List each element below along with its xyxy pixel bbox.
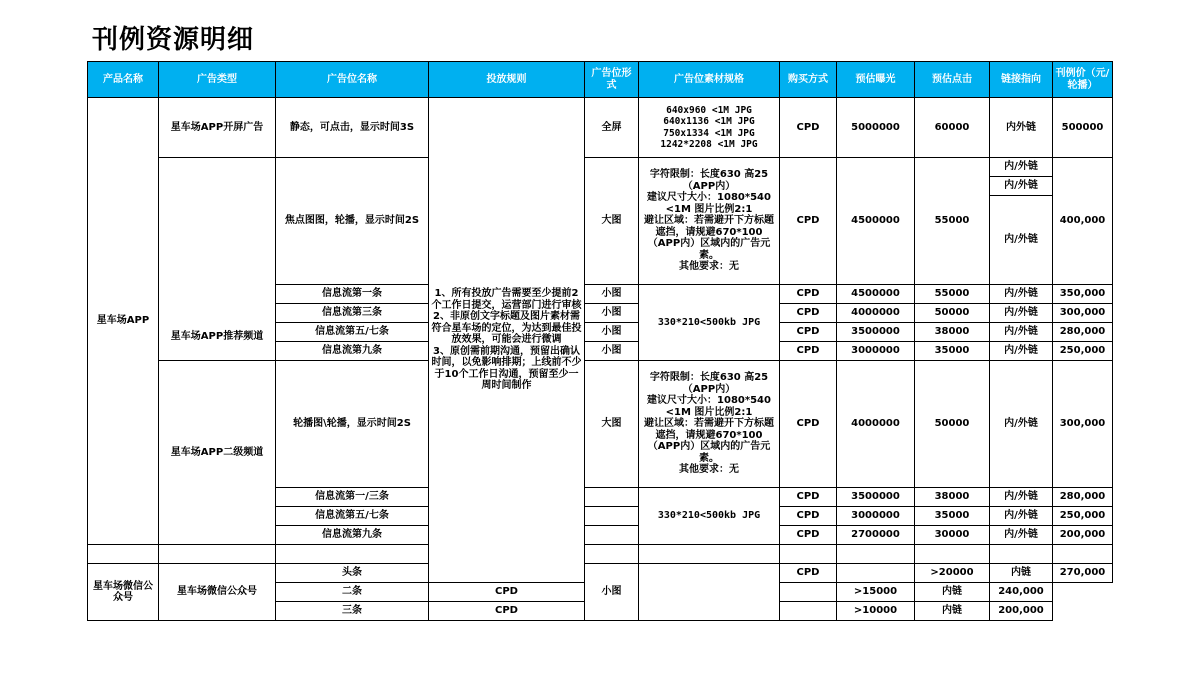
link-cell: 内/外链 — [990, 304, 1053, 323]
ad-type-cell: 星车场APP推荐频道 — [159, 158, 276, 361]
material-spec-cell: 字符限制：长度630 高25（APP内） 建议尺寸大小：1080*540 <1M 图片比例2:1 避让区域：若需避开下方标题遮挡，请规避670*100（APP内）区域内的广告元素。 其他要求：无 — [639, 361, 780, 488]
table-row — [88, 361, 1113, 488]
clicks-cell: >20000 — [915, 564, 990, 583]
buy-method-cell: CPD — [780, 488, 837, 507]
buy-method-cell: CPD — [780, 304, 837, 323]
ad-slot-name: 轮播图\轮播，显示时间2S — [276, 361, 429, 488]
ad-form-cell — [585, 488, 639, 507]
price-cell: 300,000 — [1053, 361, 1113, 488]
buy-method-cell: CPD — [429, 602, 585, 621]
price-cell: 240,000 — [990, 583, 1053, 602]
column-header: 投放规则 — [429, 62, 585, 98]
buy-method-cell: CPD — [780, 526, 837, 545]
clicks-cell: 55000 — [915, 285, 990, 304]
product-cell: 星车场微信公众号 — [88, 564, 159, 621]
clicks-cell: >15000 — [837, 583, 915, 602]
material-spec-cell: 330*210<500kb JPG — [639, 285, 780, 361]
ad-type-cell: 星车场APP开屏广告 — [159, 98, 276, 158]
empty-cell — [88, 545, 159, 564]
clicks-cell: 50000 — [915, 304, 990, 323]
buy-method-cell: CPD — [780, 361, 837, 488]
exposure-cell: 3500000 — [837, 488, 915, 507]
ad-type-cell: 星车场APP二级频道 — [159, 361, 276, 545]
buy-method-cell: CPD — [429, 583, 585, 602]
link-cell: 内/外链 — [990, 323, 1053, 342]
link-cell: 内/外链 — [990, 507, 1053, 526]
price-cell: 500000 — [1053, 98, 1113, 158]
clicks-cell: >10000 — [837, 602, 915, 621]
exposure-cell: 4500000 — [837, 158, 915, 285]
price-cell: 350,000 — [1053, 285, 1113, 304]
column-header: 广告类型 — [159, 62, 276, 98]
page-title: 刊例资源明细 — [92, 25, 255, 55]
material-spec-cell — [639, 564, 780, 621]
buy-method-cell: CPD — [780, 158, 837, 285]
exposure-cell: 3000000 — [837, 342, 915, 361]
empty-cell — [915, 545, 990, 564]
material-spec-cell: 640x960 <1M JPG 640x1136 <1M JPG 750x1334 <1M JPG 1242*2208 <1M JPG — [639, 98, 780, 158]
exposure-cell: 4500000 — [837, 285, 915, 304]
exposure-cell — [780, 602, 837, 621]
rate-card-table — [87, 61, 1113, 621]
ad-slot-name: 静态，可点击，显示时间3S — [276, 98, 429, 158]
empty-cell — [990, 545, 1053, 564]
empty-cell — [585, 545, 639, 564]
ad-form-cell: 小图 — [585, 564, 639, 621]
table-row — [88, 545, 1113, 564]
ad-slot-name: 信息流第五/七条 — [276, 507, 429, 526]
exposure-cell: 4000000 — [837, 304, 915, 323]
ad-slot-name: 信息流第一条 — [276, 285, 429, 304]
exposure-cell: 4000000 — [837, 361, 915, 488]
link-cell: 内/外链 — [990, 361, 1053, 488]
ad-form-cell: 小图 — [585, 342, 639, 361]
placement-rules: 1、所有投放广告需要至少提前2个工作日提交，运营部门进行审核 2、非原创文字标题及图片素材需符合星车场的定位，为达到最佳投放效果，可能会进行微调 3、原创需前期沟通，预留出确认时间，以免影响排期；上线前不少于10个工作日沟通，预留至少一周时间制作 — [429, 98, 585, 583]
empty-cell — [780, 545, 837, 564]
product-cell: 星车场APP — [88, 98, 159, 545]
exposure-cell: 5000000 — [837, 98, 915, 158]
empty-cell — [837, 545, 915, 564]
empty-cell — [1053, 545, 1113, 564]
ad-slot-name: 焦点图图，轮播，显示时间2S — [276, 158, 429, 285]
table-row — [88, 158, 1113, 177]
table-row — [88, 98, 1113, 158]
empty-cell — [159, 545, 276, 564]
exposure-cell: 2700000 — [837, 526, 915, 545]
clicks-cell: 30000 — [915, 526, 990, 545]
clicks-cell: 60000 — [915, 98, 990, 158]
link-cell: 内链 — [915, 583, 990, 602]
ad-form-cell: 小图 — [585, 304, 639, 323]
link-cell: 内/外链 — [990, 488, 1053, 507]
price-cell: 280,000 — [1053, 488, 1113, 507]
exposure-cell — [837, 564, 915, 583]
ad-slot-name: 信息流第九条 — [276, 342, 429, 361]
price-cell: 400,000 — [1053, 158, 1113, 285]
buy-method-cell: CPD — [780, 507, 837, 526]
header-row — [88, 62, 1113, 98]
exposure-cell: 3000000 — [837, 507, 915, 526]
price-cell: 280,000 — [1053, 323, 1113, 342]
clicks-cell: 38000 — [915, 323, 990, 342]
ad-slot-name: 二条 — [276, 583, 429, 602]
ad-form-cell — [585, 526, 639, 545]
clicks-cell: 35000 — [915, 507, 990, 526]
ad-slot-name: 信息流第五/七条 — [276, 323, 429, 342]
clicks-cell: 55000 — [915, 158, 990, 285]
ad-form-cell: 大图 — [585, 158, 639, 285]
price-cell: 300,000 — [1053, 304, 1113, 323]
ad-form-cell: 全屏 — [585, 98, 639, 158]
price-cell: 200,000 — [1053, 526, 1113, 545]
clicks-cell: 38000 — [915, 488, 990, 507]
ad-slot-name: 信息流第一/三条 — [276, 488, 429, 507]
buy-method-cell: CPD — [780, 323, 837, 342]
link-cell: 内链 — [990, 564, 1053, 583]
buy-method-cell: CPD — [780, 564, 837, 583]
link-cell: 内/外链 — [990, 196, 1053, 285]
column-header: 购买方式 — [780, 62, 837, 98]
column-header: 广告位素材规格 — [639, 62, 780, 98]
buy-method-cell: CPD — [780, 342, 837, 361]
link-cell: 内/外链 — [990, 285, 1053, 304]
column-header: 链接指向 — [990, 62, 1053, 98]
column-header: 刊例价（元/轮播） — [1053, 62, 1113, 98]
ad-slot-name: 信息流第三条 — [276, 304, 429, 323]
column-header: 广告位名称 — [276, 62, 429, 98]
buy-method-cell: CPD — [780, 98, 837, 158]
buy-method-cell: CPD — [780, 285, 837, 304]
material-spec-cell: 330*210<500kb JPG — [639, 488, 780, 545]
clicks-cell: 35000 — [915, 342, 990, 361]
column-header: 预估曝光 — [837, 62, 915, 98]
ad-type-cell: 星车场微信公众号 — [159, 564, 276, 621]
column-header: 产品名称 — [88, 62, 159, 98]
exposure-cell: 3500000 — [837, 323, 915, 342]
price-cell: 250,000 — [1053, 342, 1113, 361]
link-cell: 内/外链 — [990, 342, 1053, 361]
ad-form-cell: 小图 — [585, 323, 639, 342]
table-row — [88, 564, 1113, 583]
ad-form-cell: 小图 — [585, 285, 639, 304]
column-header: 广告位形式 — [585, 62, 639, 98]
ad-slot-name: 信息流第九条 — [276, 526, 429, 545]
price-cell: 200,000 — [990, 602, 1053, 621]
link-cell: 内外链 — [990, 98, 1053, 158]
price-cell: 270,000 — [1053, 564, 1113, 583]
ad-form-cell: 大图 — [585, 361, 639, 488]
link-cell: 内链 — [915, 602, 990, 621]
column-header: 预估点击 — [915, 62, 990, 98]
link-cell: 内/外链 — [990, 526, 1053, 545]
exposure-cell — [780, 583, 837, 602]
link-cell: 内/外链 — [990, 158, 1053, 177]
price-cell: 250,000 — [1053, 507, 1113, 526]
empty-cell — [276, 545, 429, 564]
link-cell: 内/外链 — [990, 177, 1053, 196]
clicks-cell: 50000 — [915, 361, 990, 488]
material-spec-cell: 字符限制：长度630 高25（APP内） 建议尺寸大小：1080*540 <1M 图片比例2:1 避让区域：若需避开下方标题遮挡，请规避670*100（APP内）区域内的广告元素。 其他要求：无 — [639, 158, 780, 285]
empty-cell — [639, 545, 780, 564]
ad-slot-name: 头条 — [276, 564, 429, 583]
ad-form-cell — [585, 507, 639, 526]
ad-slot-name: 三条 — [276, 602, 429, 621]
